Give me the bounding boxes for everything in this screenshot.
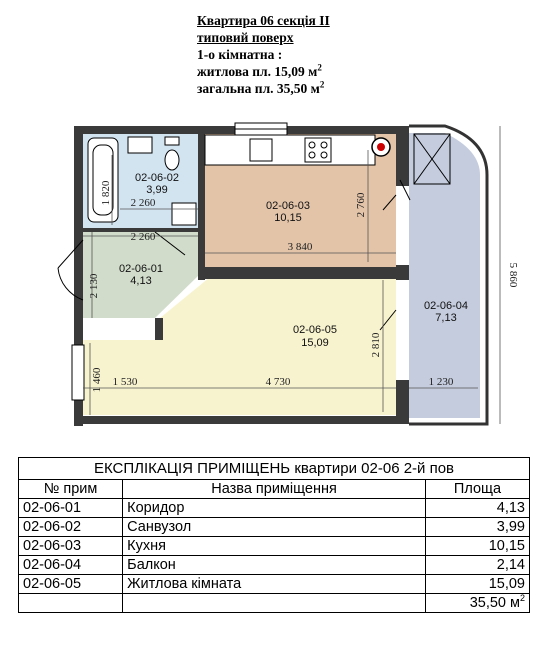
dim-2760: 2 760 — [355, 192, 367, 218]
row-name: Санвузол — [123, 518, 426, 537]
dim-1460: 1 460 — [91, 367, 103, 393]
row-number: 02-06-03 — [19, 537, 123, 556]
room-area-02-06-02: 3,99 — [146, 184, 168, 196]
room-area-02-06-01: 4,13 — [130, 275, 152, 287]
table-total-row — [19, 594, 530, 613]
dim-1820: 1 820 — [100, 180, 112, 206]
table-row — [19, 499, 530, 518]
row-name: Балкон — [123, 556, 426, 575]
total-area: 35,50 $м^2$ — [425, 594, 529, 613]
dim-2260-bath: 2 260 — [130, 197, 156, 209]
explication-table — [18, 457, 530, 613]
row-area: 3,99 — [425, 518, 529, 537]
room-area-02-06-04: 7,13 — [435, 312, 457, 324]
row-area: 4,13 — [425, 499, 529, 518]
room-area-02-06-03: 10,15 — [274, 212, 302, 224]
col-header-number: № прим — [19, 480, 123, 499]
row-area: 10,15 — [425, 537, 529, 556]
row-area: 2,14 — [425, 556, 529, 575]
room-code-02-06-03: 02-06-03 — [265, 200, 311, 212]
dim-4730: 4 730 — [265, 376, 291, 388]
room-code-02-06-02: 02-06-02 — [134, 172, 180, 184]
kitchen-counter — [205, 135, 375, 165]
room-code-02-06-01: 02-06-01 — [118, 263, 164, 275]
sink-icon — [128, 137, 152, 153]
dim-1530: 1 530 — [112, 376, 138, 388]
table-header-row — [19, 480, 530, 499]
kitchen-sink-icon — [250, 139, 272, 161]
row-number: 02-06-04 — [19, 556, 123, 575]
apartment-title: Квартира 06 секція II — [197, 13, 330, 28]
room-code-02-06-04: 02-06-04 — [423, 300, 469, 312]
table-row — [19, 556, 530, 575]
washing-machine-icon — [172, 203, 196, 225]
row-name: Кухня — [123, 537, 426, 556]
floor-type: типовий поверх — [197, 30, 294, 45]
col-header-name: Назва приміщення — [123, 480, 426, 499]
stove-icon — [305, 138, 331, 162]
living-area-line: житлова пл. 15,09 $м^2$ — [197, 62, 322, 79]
dim-1230: 1 230 — [428, 376, 454, 388]
table-caption: ЕКСПЛІКАЦІЯ ПРИМІЩЕНЬ квартири 02-06 2-й пов — [19, 458, 530, 480]
table-row — [19, 518, 530, 537]
dim-2810: 2 810 — [370, 332, 382, 358]
room-area-02-06-05: 15,09 — [301, 337, 329, 349]
toilet-icon — [165, 150, 179, 170]
row-number: 02-06-02 — [19, 518, 123, 537]
table-row — [19, 575, 530, 594]
col-header-area: Площа — [425, 480, 529, 499]
room-code-02-06-05: 02-06-05 — [292, 324, 338, 336]
table-row — [19, 537, 530, 556]
room-count: 1-о кімнатна : — [197, 47, 283, 62]
row-number: 02-06-05 — [19, 575, 123, 594]
table-caption-row — [19, 458, 530, 480]
dim-2130: 2 130 — [88, 273, 100, 299]
dim-3840: 3 840 — [287, 241, 313, 253]
row-number: 02-06-01 — [19, 499, 123, 518]
dim-2260-corridor: 2 260 — [130, 231, 156, 243]
dim-5860: 5 860 — [507, 262, 519, 288]
window-left — [72, 345, 84, 400]
row-area: 15,09 — [425, 575, 529, 594]
total-area-line: загальна пл. 35,50 $м^2$ — [197, 79, 325, 96]
row-name: Коридор — [123, 499, 426, 518]
row-name: Житлова кімната — [123, 575, 426, 594]
